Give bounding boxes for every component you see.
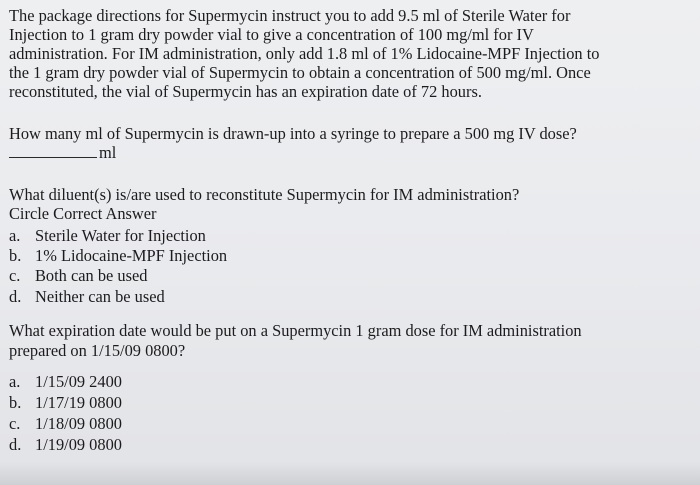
intro-line-2: Injection to 1 gram dry powder vial to give a concentration of 100 mg/ml for IV: [9, 25, 534, 44]
q3-option-c[interactable]: [9, 414, 122, 433]
option-letter: d.: [9, 435, 22, 454]
q2-question: What diluent(s) is/are used to reconstitute Supermycin for IM administration?: [9, 185, 520, 204]
option-text: 1% Lidocaine-MPF Injection: [35, 246, 228, 265]
option-text: 1/15/09 2400: [35, 372, 122, 391]
option-letter: a.: [9, 372, 21, 391]
q2-option-a[interactable]: [9, 226, 206, 245]
q3-option-a[interactable]: [9, 372, 122, 391]
q3-option-b[interactable]: [9, 393, 122, 412]
q2-option-c[interactable]: [9, 266, 147, 285]
q3-question-line-2: prepared on 1/15/09 0800?: [9, 341, 186, 360]
option-text: 1/17/19 0800: [35, 393, 122, 412]
q1-answer-line: [9, 143, 116, 162]
option-letter: a.: [9, 226, 21, 245]
q2-option-b[interactable]: [9, 246, 227, 265]
option-letter: b.: [9, 246, 22, 265]
option-text: 1/19/09 0800: [35, 435, 122, 454]
q1-question: How many ml of Supermycin is drawn-up into a syringe to prepare a 500 mg IV dose?: [9, 124, 577, 143]
q3-question-line-1: What expiration date would be put on a Supermycin 1 gram dose for IM administration: [9, 321, 582, 340]
option-text: Both can be used: [35, 266, 148, 285]
option-letter: d.: [9, 287, 22, 306]
intro-line-3: administration. For IM administration, only add 1.8 ml of 1% Lidocaine-MPF Injection to: [9, 44, 600, 63]
option-letter: c.: [9, 266, 21, 285]
option-text: Sterile Water for Injection: [35, 226, 206, 245]
option-text: Neither can be used: [35, 287, 165, 306]
option-text: 1/18/09 0800: [35, 414, 122, 433]
q2-option-d[interactable]: [9, 287, 165, 306]
q2-instruction: Circle Correct Answer: [9, 204, 157, 223]
intro-line-5: reconstituted, the vial of Supermycin has an expiration date of 72 hours.: [9, 82, 482, 101]
option-letter: c.: [9, 414, 21, 433]
photo-edge-shadow: [0, 462, 700, 485]
q1-answer-blank[interactable]: [9, 143, 97, 158]
option-letter: b.: [9, 393, 22, 412]
intro-line-4: the 1 gram dry powder vial of Supermycin to obtain a concentration of 500 mg/ml. Once: [9, 63, 591, 82]
q3-option-d[interactable]: [9, 435, 122, 454]
intro-line-1: The package directions for Supermycin instruct you to add 9.5 ml of Sterile Water for: [9, 6, 571, 25]
q1-answer-unit: ml: [99, 143, 117, 162]
